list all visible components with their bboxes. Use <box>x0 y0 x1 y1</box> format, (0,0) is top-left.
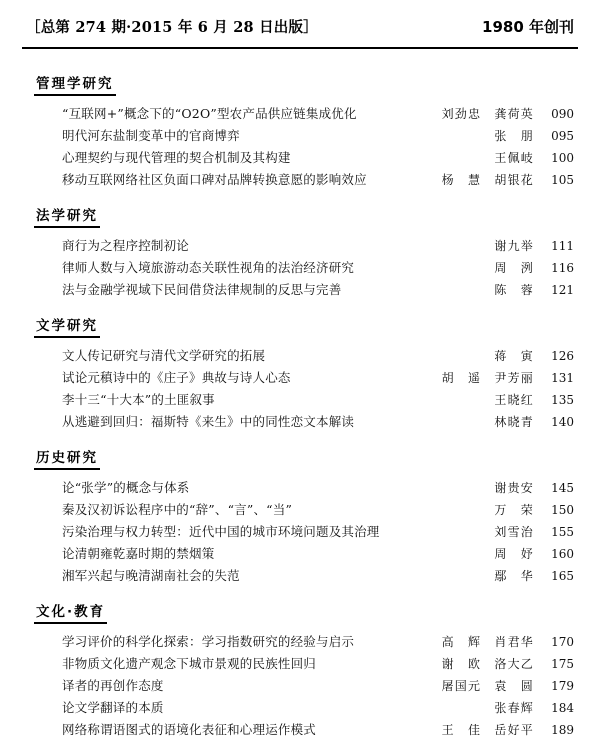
entry-title: 李十三“十大本”的土匪叙事 <box>62 392 215 407</box>
entry-page-number: 116 <box>551 261 574 275</box>
toc-entry[interactable] <box>26 367 574 389</box>
entry-page-number: 145 <box>551 481 574 495</box>
entry-page-number: 100 <box>551 151 574 165</box>
toc-section <box>26 305 574 433</box>
toc-entry[interactable] <box>26 543 574 565</box>
entry-page-number: 111 <box>551 239 574 253</box>
entry-title: 从逃避到回归：福斯特《来生》中的同性恋文本解读 <box>62 414 355 429</box>
masthead <box>0 0 600 45</box>
entry-page-number: 095 <box>551 129 574 143</box>
entry-page-number: 189 <box>551 723 574 737</box>
section-heading: 文化·教育 <box>34 600 107 624</box>
entry-authors: 谢九举 <box>494 239 534 253</box>
entry-title: 论文学翻译的本质 <box>62 700 164 715</box>
section-heading: 管理学研究 <box>34 72 116 96</box>
toc-section <box>26 63 574 191</box>
entry-page-number: 160 <box>551 547 574 561</box>
entry-page-number: 165 <box>551 569 574 583</box>
toc-entry[interactable] <box>26 411 574 433</box>
entry-page-number: 184 <box>551 701 574 715</box>
entry-authors: 杨 慧 胡银花 <box>441 173 534 187</box>
entry-title: 试论元稹诗中的《庄子》典故与诗人心态 <box>62 370 291 385</box>
entry-title: 心理契约与现代管理的契合机制及其构建 <box>62 150 291 165</box>
entry-authors: 张春辉 <box>494 701 534 715</box>
entry-authors: 蒋 寅 <box>494 349 534 363</box>
entry-page-number: 126 <box>551 349 574 363</box>
entry-page-number: 131 <box>551 371 574 385</box>
entry-authors: 屠国元 袁 圆 <box>441 679 534 693</box>
table-of-contents <box>0 49 600 741</box>
entry-page-number: 179 <box>551 679 574 693</box>
entry-title: 译者的再创作态度 <box>62 678 164 693</box>
entry-page-number: 121 <box>551 283 574 297</box>
entry-title: 秦及汉初诉讼程序中的“辞”、“言”、“当” <box>62 502 293 517</box>
entry-authors: 周 洌 <box>494 261 534 275</box>
entry-title: 明代河东盐制变革中的官商博弈 <box>62 128 240 143</box>
toc-entry[interactable] <box>26 125 574 147</box>
entry-authors: 鄢 华 <box>494 569 534 583</box>
toc-entry[interactable] <box>26 697 574 719</box>
entry-authors: 刘劲忠 龚荷英 <box>441 107 534 121</box>
toc-entry[interactable] <box>26 103 574 125</box>
entry-title: 湘军兴起与晚清湖南社会的失范 <box>62 568 240 583</box>
toc-entry[interactable] <box>26 499 574 521</box>
entry-title: 法与金融学视域下民间借贷法律规制的反思与完善 <box>62 282 342 297</box>
entry-page-number: 150 <box>551 503 574 517</box>
toc-entry[interactable] <box>26 565 574 587</box>
entry-authors: 张 朋 <box>494 129 534 143</box>
toc-entry[interactable] <box>26 521 574 543</box>
entry-authors: 谢 欧 洛大乙 <box>441 657 534 671</box>
toc-entry[interactable] <box>26 653 574 675</box>
entry-authors: 万 荣 <box>494 503 534 517</box>
issue-info: ［总第 274 期·2015 年 6 月 28 日出版］ <box>26 19 318 36</box>
entry-page-number: 105 <box>551 173 574 187</box>
entry-authors: 王晓红 <box>494 393 534 407</box>
entry-page-number: 175 <box>551 657 574 671</box>
toc-entry[interactable] <box>26 257 574 279</box>
entry-title: 商行为之程序控制初论 <box>62 238 190 253</box>
toc-entry[interactable] <box>26 719 574 741</box>
toc-section <box>26 591 574 741</box>
toc-entry[interactable] <box>26 147 574 169</box>
entry-page-number: 140 <box>551 415 574 429</box>
toc-entry[interactable] <box>26 389 574 411</box>
entry-title: 学习评价的科学化探索：学习指数研究的经验与启示 <box>62 634 355 649</box>
toc-section <box>26 195 574 301</box>
entry-title: 污染治理与权力转型：近代中国的城市环境问题及其治理 <box>62 524 380 539</box>
entry-title: 文人传记研究与清代文学研究的拓展 <box>62 348 266 363</box>
founded-year: 1980 年创刊 <box>482 18 574 36</box>
entry-authors: 高 辉 肖君华 <box>441 635 534 649</box>
entry-authors: 胡 遥 尹芳丽 <box>441 371 534 385</box>
entry-authors: 周 妤 <box>494 547 534 561</box>
entry-authors: 谢贵安 <box>494 481 534 495</box>
section-heading: 历史研究 <box>34 446 100 470</box>
toc-entry[interactable] <box>26 675 574 697</box>
toc-entry[interactable] <box>26 631 574 653</box>
entry-page-number: 170 <box>551 635 574 649</box>
toc-section <box>26 437 574 587</box>
entry-authors: 王佩岐 <box>494 151 534 165</box>
toc-entry[interactable] <box>26 235 574 257</box>
toc-entry[interactable] <box>26 279 574 301</box>
entry-authors: 刘雪治 <box>494 525 534 539</box>
entry-title: 律师人数与入境旅游动态关联性视角的法治经济研究 <box>62 260 355 275</box>
entry-title: 移动互联网络社区负面口碑对品牌转换意愿的影响效应 <box>62 172 367 187</box>
section-heading: 法学研究 <box>34 204 100 228</box>
entry-page-number: 090 <box>551 107 574 121</box>
toc-entry[interactable] <box>26 345 574 367</box>
entry-title: 论“张学”的概念与体系 <box>62 480 190 495</box>
entry-authors: 陈 蓉 <box>494 283 534 297</box>
entry-page-number: 135 <box>551 393 574 407</box>
section-heading: 文学研究 <box>34 314 100 338</box>
entry-title: 非物质文化遗产观念下城市景观的民族性回归 <box>62 656 317 671</box>
entry-authors: 林晓青 <box>494 415 534 429</box>
entry-title: “互联网+”概念下的“O2O”型农产品供应链集成优化 <box>62 106 357 121</box>
toc-entry[interactable] <box>26 169 574 191</box>
entry-title: 论清朝雍乾嘉时期的禁烟策 <box>62 546 215 561</box>
toc-entry[interactable] <box>26 477 574 499</box>
entry-title: 网络称谓语图式的语境化表征和心理运作模式 <box>62 722 317 737</box>
entry-page-number: 155 <box>551 525 574 539</box>
entry-authors: 王 佳 岳好平 <box>441 723 534 737</box>
